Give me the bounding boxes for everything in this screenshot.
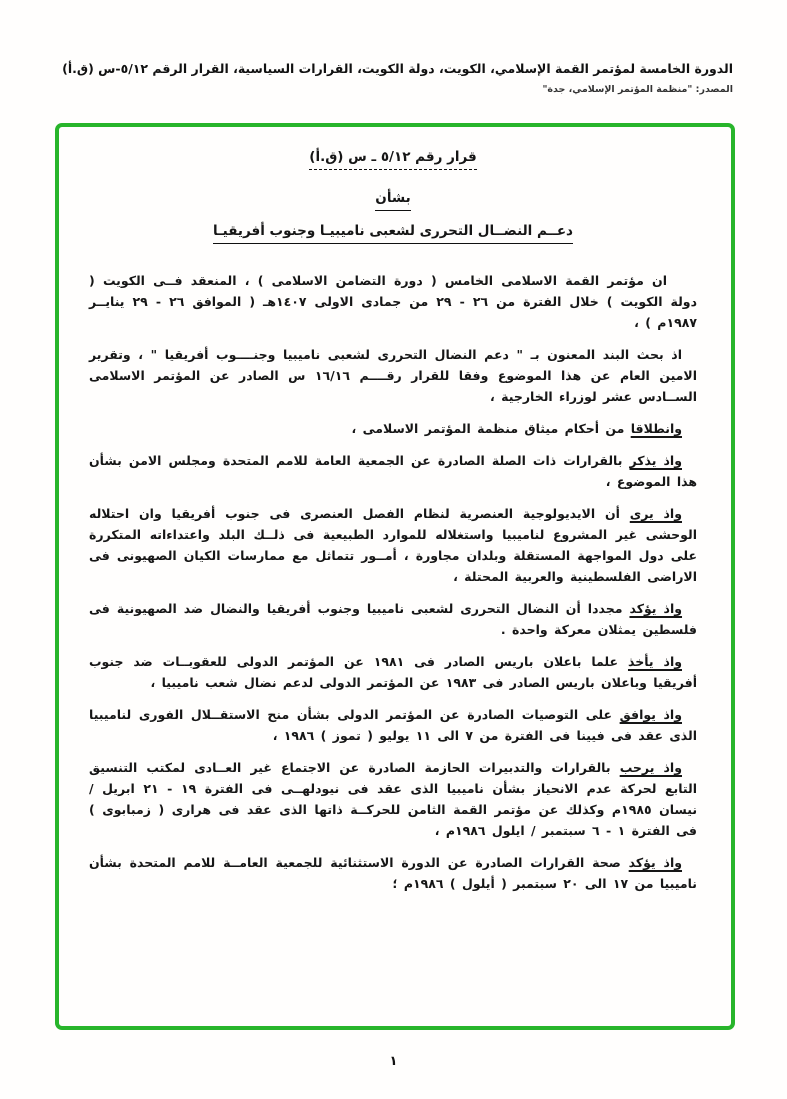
paragraph	[89, 418, 697, 439]
paragraph-text: بالقرارات ذات الصلة الصادرة عن الجمعية العامة للامم المتحدة ومجلس الامن بشأن هذا الموضوع ،	[89, 453, 697, 489]
paragraph	[89, 704, 697, 746]
paragraph	[89, 503, 697, 587]
paragraph-text: أن الايديولوجية العنصرية لنظام الفصل العنصرى فى جنوب أفريقيا وان احتلاله الوحشى غير المشروع لناميبيا واستغلاله للموارد الطبيعية فى ذلــك البلد واعتداءاته المتكررة على دول المواجهة المستقلة وبلدان مجاورة ، أمــور تتماثل مع ممارسات الكيان الصهيونى فى الاراضى الفلسطينية والعربية المحتلة ،	[89, 506, 697, 584]
paragraph-text: على التوصيات الصادرة عن المؤتمر الدولى بشأن منح الاستقــلال الفورى لناميبيا الذى عقد فى فيينا فى الفترة من ٧ الى ١١ يوليو ( تموز ) ١٩٨٦ ،	[89, 707, 697, 743]
paragraph-preamble	[89, 270, 697, 333]
paragraph-lead: واذ يذكر	[629, 453, 682, 468]
paragraph-lead: واذ يرحب	[619, 760, 682, 775]
paragraph	[89, 651, 697, 693]
paragraph	[89, 344, 697, 407]
paragraph-text: علما باعلان باريس الصادر فى ١٩٨١ عن المؤتمر الدولى للعقوبــات ضد جنوب أفريقيا وباعلان باريس الصادر فى ١٩٨٣ عن المؤتمر الدولى لدعم نضال شعب ناميبيا ،	[89, 654, 697, 690]
paragraph	[89, 450, 697, 492]
paragraph-text: ان مؤتمر القمة الاسلامى الخامس ( دورة التضامن الاسلامى ) ، المنعقد فــى الكويت ( دولة الكويت ) خلال الفترة من ٢٦ - ٢٩ من جمادى الاولى ١٤٠٧هـ ( الموافق ٢٦ - ٢٩ ينايــر ١٩٨٧م ) ،	[89, 273, 697, 330]
page-number: ١	[389, 1054, 398, 1069]
paragraph-text: من أحكام ميثاق منظمة المؤتمر الاسلامى ،	[351, 421, 631, 436]
paragraph-lead: واذ يأخذ	[627, 654, 682, 669]
paragraph	[89, 757, 697, 841]
paragraph-text: اذ بحث البند المعنون بـ " دعم النضال التحررى لشعبى ناميبيا وجنــــوب أفريقيا " ، وتقرير الامين العام عن هذا الموضوع وفقا للقرار رقــــم ١٦/١٦ س الصادر عن المؤتمر الاسلامى الســادس عشر لوزراء الخارجية ،	[89, 347, 697, 404]
document-header	[0, 0, 787, 95]
subject-title: دعــم النضــال التحررى لشعبى ناميبيـا وجنوب أفريقيـا	[213, 223, 573, 244]
paragraph-lead: واذ يؤكد	[629, 601, 683, 616]
regarding-row	[89, 190, 697, 211]
resolution-number-title: قرار رقم ٥/١٢ ـ س (ق.أ)	[309, 149, 476, 170]
header-source-line: المصدر: "منظمة المؤتمر الإسلامي، جدة"	[542, 83, 733, 95]
resolution-number-row	[89, 149, 697, 170]
paragraph	[89, 598, 697, 640]
subject-row	[89, 223, 697, 244]
paragraph-text: صحة القرارات الصادرة عن الدورة الاستثنائية للجمعية العامــة للامم المتحدة بشأن ناميبيا من ١٧ الى ٢٠ سبتمبر ( أيلول ) ١٩٨٦م ؛	[89, 855, 697, 891]
paragraph-text: مجددا أن النضال التحررى لشعبى ناميبيا وجنوب أفريقيا والنضال ضد الصهيونية فى فلسطين يمثلان معركة واحدة .	[89, 601, 697, 637]
paragraph-lead: واذ يرى	[629, 506, 682, 521]
paragraph-text: بالقرارات والتدبيرات الحازمة الصادرة عن الاجتماع غير العــادى لمكتب التنسيق التابع لحركة عدم الانحياز بشأن ناميبيا الذى عقد فى نيودلهــى فى الفترة ١٩ - ٢١ ابريل / نيسان ١٩٨٥م وكذلك عن مؤتمر القمة الثامن للحركــة ذاتها الذى عقد فى هرارى ( زمبابوى ) فى الفترة ١ - ٦ سبتمبر / ايلول ١٩٨٦م ،	[89, 760, 698, 838]
paragraph-lead: واذ يؤكد	[628, 855, 683, 870]
header-citation: الدورة الخامسة لمؤتمر القمة الإسلامي، الكويت، دولة الكويت، القرارات السياسية، القرار الرقم ٥/١٢-س (ق.أ)	[62, 61, 733, 76]
paragraph	[89, 852, 697, 894]
regarding-label: بشأن	[375, 190, 410, 211]
content-frame	[55, 123, 735, 1030]
paragraph-lead: واذ يوافق	[619, 707, 682, 722]
paragraph-lead: وانطلاقا	[630, 421, 682, 436]
